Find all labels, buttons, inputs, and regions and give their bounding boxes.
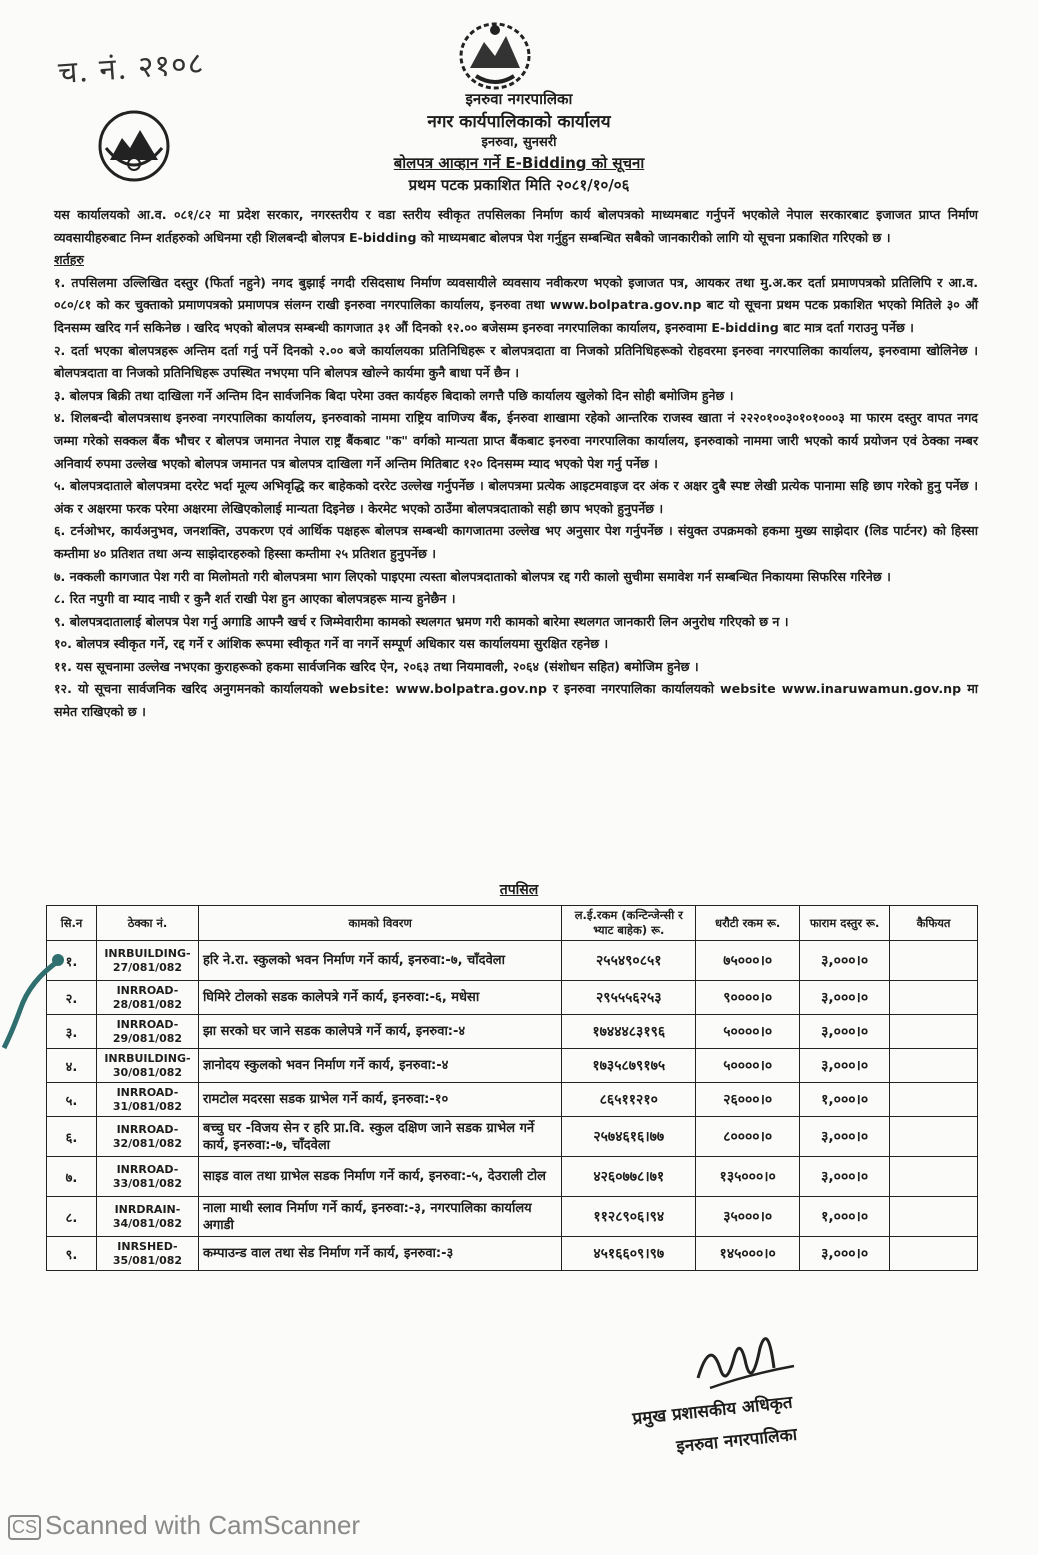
cell-sn: ४. — [47, 1049, 97, 1083]
cell-deposit: ८००००।० — [696, 1117, 800, 1157]
cell-form-fee: १,०००।० — [800, 1083, 890, 1117]
cell-description: ज्ञानोदय स्कुलको भवन निर्माण गर्ने कार्य, इनरुवा:-४ — [198, 1049, 561, 1083]
cell-remarks — [890, 981, 978, 1015]
condition-item: ७. नक्कली कागजात पेश गरी वा मिलोमतो गरी बोलपत्रमा भाग लिएको पाइएमा त्यस्ता बोलपत्रदाताको बोलपत्र रद्द गरी कालो सुचीमा समावेश गर्न सम्बन्धित निकायमा सिफरिस गरिनेछ । — [54, 568, 891, 584]
cell-description: झा सरको घर जाने सडक कालेपत्रे गर्ने कार्य, इनरुवा:-४ — [198, 1015, 561, 1049]
cell-remarks — [890, 1117, 978, 1157]
cell-sn: १. — [47, 941, 97, 981]
cell-contract-no: INRROAD-28/081/082 — [96, 981, 198, 1015]
cell-sn: ३. — [47, 1015, 97, 1049]
cell-estimate: ४५१६६०९।९७ — [562, 1237, 696, 1271]
table-header-row — [47, 906, 978, 941]
table-row — [47, 1157, 978, 1197]
cell-form-fee: ३,०००।० — [800, 1117, 890, 1157]
signatory-title: प्रमुख प्रशासकीय अधिकृत — [631, 1392, 794, 1430]
nepal-coat-of-arms-icon — [440, 18, 550, 94]
notice-title: बोलपत्र आव्हान गर्ने E-Bidding को सूचना — [393, 154, 645, 172]
cell-form-fee: ३,०००।० — [800, 981, 890, 1015]
table-row — [47, 1083, 978, 1117]
cell-estimate: ८६५११२१० — [562, 1083, 696, 1117]
cell-remarks — [890, 1157, 978, 1197]
table-row — [47, 1049, 978, 1083]
cell-description: बच्चु घर -विजय सेन र हरि प्रा.वि. स्कुल दक्षिण जाने सडक ग्राभेल गर्ने कार्य, इनरुवा:-७, चाँदवेला — [198, 1117, 561, 1157]
conditions-heading: शर्तहरु — [54, 252, 84, 268]
notice-body — [54, 204, 978, 724]
cell-form-fee: ३,०००।० — [800, 1015, 890, 1049]
cell-form-fee: १,०००।० — [800, 1197, 890, 1237]
cell-contract-no: INRROAD-32/081/082 — [96, 1117, 198, 1157]
camscanner-watermark — [8, 1510, 360, 1541]
table-row — [47, 1237, 978, 1271]
cell-remarks — [890, 1015, 978, 1049]
table-row — [47, 941, 978, 981]
cell-remarks — [890, 1197, 978, 1237]
col-header-form-fee: फाराम दस्तुर रू. — [800, 906, 890, 941]
cell-contract-no: INRSHED-35/081/082 — [96, 1237, 198, 1271]
cell-description: घिमिरे टोलको सडक कालेपत्रे गर्ने कार्य, इनरुवा:-६, मधेसा — [198, 981, 561, 1015]
cell-remarks — [890, 941, 978, 981]
cell-deposit: ५००००।० — [696, 1049, 800, 1083]
cell-description: रामटोल मदरसा सडक ग्राभेल गर्ने कार्य, इनरुवा:-१० — [198, 1083, 561, 1117]
cell-contract-no: INRDRAIN-34/081/082 — [96, 1197, 198, 1237]
cell-estimate: २५५४९०८५१ — [562, 941, 696, 981]
cell-deposit: ७५०००।० — [696, 941, 800, 981]
cell-description: नाला माथी स्लाव निर्माण गर्ने कार्य, इनरुवा:-३, नगरपालिका कार्यालय अगाडी — [198, 1197, 561, 1237]
cell-contract-no: INRBUILDING-30/081/082 — [96, 1049, 198, 1083]
table-row — [47, 1015, 978, 1049]
col-header-estimate: ल.ई.रकम (कन्टिन्जेन्सी र भ्याट बाहेक) रू. — [562, 906, 696, 941]
condition-item: ८. रित नपुगी वा म्याद नाघी र कुनै शर्त राखी पेश हुन आएका बोलपत्रहरू मान्य हुनेछैन । — [54, 591, 456, 607]
cell-deposit: ५००००।० — [696, 1015, 800, 1049]
condition-item: ६. टर्नओभर, कार्यअनुभव, जनशक्ति, उपकरण एवं आर्थिक पक्षहरू बोलपत्र सम्बन्धी कागजातमा उल्लेख भए अनुसार पेश गर्नुपर्नेछ । संयुक्त उपक्रमको हकमा मुख्य साझेदार (लिड पार्टनर) को हिस्सा कम्तीमा ४० प्रतिशत तथा अन्य साझेदारहरुको हिस्सा कम्तीमा २५ प्रतिशत हुनुपर्नेछ । — [54, 523, 978, 561]
municipality-name: इनरुवा नगरपालिका — [465, 90, 573, 108]
condition-item: ५. बोलपत्रदाताले बोलपत्रमा दररेट भर्दा मूल्य अभिवृद्धि कर बाहेकको दररेट उल्लेख गर्नुपर्नेछ । बोलपत्रमा प्रत्येक आइटमवाइज दर अंक र अक्षर दुबै स्पष्ट लेखी प्रत्येक पानामा सहि छाप गरेको हुनु पर्नेछ । अंक र अक्षरमा फरक परेमा अक्षरमा लेखिएकोलाई मान्यता दिइनेछ । केरमेट भएको ठाउँमा बोलपत्रदाताको सही छाप भएको हुनुपर्नेछ । — [54, 478, 978, 516]
condition-item: २. दर्ता भएका बोलपत्रहरू अन्तिम दर्ता गर्नु पर्ने दिनको २.०० बजे कार्यालयका प्रतिनिधिहरू र बोलपत्रदाता वा निजको प्रतिनिधिहरूको रोहवरमा इनरुवा नगरपालिका कार्यालय, इनरुवामा खोलिनेछ । बोलपत्रदाता वा निजको प्रतिनिधिहरू उपस्थित नभएमा पनि बोलपत्र खोल्ने कार्यमा कुनै बाधा पर्ने छैन । — [54, 342, 978, 381]
cell-contract-no: INRBUILDING-27/081/082 — [96, 941, 198, 981]
table-row — [47, 1117, 978, 1157]
cell-estimate: ४२६०७७८।७१ — [562, 1157, 696, 1197]
cell-sn: ८. — [47, 1197, 97, 1237]
watermark-text: Scanned with CamScanner — [45, 1510, 361, 1540]
cell-sn: ७. — [47, 1157, 97, 1197]
cell-sn: ६. — [47, 1117, 97, 1157]
col-header-deposit: धरौटी रकम रू. — [696, 906, 800, 941]
schedule-title: तपसिल — [499, 882, 539, 898]
cell-estimate: १७४४४८३१९६ — [562, 1015, 696, 1049]
signatory-organization: इनरुवा नगरपालिका — [675, 1424, 799, 1458]
col-header-remarks: कैफियत — [890, 906, 978, 941]
cell-description: साइड वाल तथा ग्राभेल सडक निर्माण गर्ने कार्य, इनरुवा:-५, देउराली टोल — [198, 1157, 561, 1197]
intro-paragraph: यस कार्यालयको आ.व. ०८१/८२ मा प्रदेश सरकार, नगरस्तरीय र वडा स्तरीय स्वीकृत तपसिलका निर्माण कार्य बोलपत्रको माध्यमबाट गर्नुपर्ने भएकोले नेपाल सरकारबाट इजाजत प्राप्त निर्माण व्यवसायीहरुबाट निम्न शर्तहरुको अधिनमा रही शिलबन्दी बोलपत्र E-bidding को माध्यमबाट बोलपत्र पेश गर्नुहुन सम्बन्धित सबैको जानकारीको लागि यो सूचना प्रकाशित गरिएको छ । — [54, 207, 978, 245]
cell-estimate: २९५५५६२५३ — [562, 981, 696, 1015]
cell-deposit: १३५०००।० — [696, 1157, 800, 1197]
condition-item: ४. शिलबन्दी बोलपत्रसाथ इनरुवा नगरपालिका कार्यालय, इनरुवाको नाममा राष्ट्रिय वाणिज्य बैंक, ईनरुवा शाखामा रहेको आन्तरिक राजस्व खाता नं २२२०१००३०१०१०००३ मा फारम दस्तुर वापत नगद जम्मा गरेको सक्कल बैंक भौचर र बोलपत्र जमानत नेपाल राष्ट्र बैंकबाट "क" वर्गको मान्यता प्राप्त बैंकबाट इनरुवा नगरपालिका कार्यालय, इनरुवाको नाममा जारी भएको कार्य प्रयोजन एवं ठेक्का नम्बर अनिवार्य रुपमा उल्लेख भएको बोलपत्र जमानत पत्र बोलपत्र दाखिला गर्ने अन्तिम मितिबाट १२० दिनसम्म म्याद भएको पेश गर्नु पर्नेछ । — [54, 410, 978, 471]
col-header-sn: सि.न — [47, 906, 97, 941]
cell-remarks — [890, 1237, 978, 1271]
cell-form-fee: ३,०००।० — [800, 941, 890, 981]
cell-sn: ५. — [47, 1083, 97, 1117]
handwritten-reference-number: च. नं. २१०८ — [57, 45, 206, 92]
contracts-table — [46, 905, 978, 1271]
cell-estimate: २५७४६१६।७७ — [562, 1117, 696, 1157]
condition-item: ११. यस सूचनामा उल्लेख नभएका कुराहरूको हकमा सार्वजनिक खरिद ऐन, २०६३ तथा नियमावली, २०६४ (संशोधन सहित) बमोजिम हुनेछ । — [54, 658, 699, 674]
camscanner-logo-icon: CS — [8, 1515, 41, 1540]
office-address: इनरुवा, सुनसरी — [481, 135, 557, 150]
cell-deposit: ९००००।० — [696, 981, 800, 1015]
condition-item: ३. बोलपत्र बिक्री तथा दाखिला गर्ने अन्तिम दिन सार्वजनिक बिदा परेमा उक्त कार्यहरु बिदाको लगत्तै पछि कार्यालय खुलेको दिन सोही बमोजिम हुनेछ । — [54, 387, 734, 403]
office-name: नगर कार्यपालिकाको कार्यालय — [427, 112, 611, 132]
col-header-description: कामको विवरण — [198, 906, 561, 941]
signature-icon — [690, 1318, 800, 1398]
condition-item: १. तपसिलमा उल्लिखित दस्तुर (फिर्ता नहुने) नगद बुझाई नगदी रसिदसाथ निर्माण व्यवसायीले व्यवसाय नवीकरण भएको इजाजत पत्र, आयकर तथा मु.अ.कर दर्ता प्रमाणपत्रको प्रतिलिपि र आ.व. ०८०/८१ को कर चुक्ताको प्रमाणपत्रको प्रमाणपत्र संलग्न राखी इनरुवा नगरपालिका कार्यालय, इनरुवा तथा www.bolpatra.gov.np बाट यो सूचना प्रथम पटक प्रकाशित भएको मितिले ३० औं दिनसम्म खरिद गर्न सकिनेछ । खरिद भएको बोलपत्र सम्बन्धी कागजात ३१ औं दिनको १२.०० बजेसम्म इनरुवा नगरपालिका कार्यालय, इनरुवामा E-bidding बाट मात्र दर्ता गराउनु पर्नेछ । — [54, 274, 978, 335]
cell-form-fee: ३,०००।० — [800, 1157, 890, 1197]
col-header-contract-no: ठेक्का नं. — [96, 906, 198, 941]
cell-sn: ९. — [47, 1237, 97, 1271]
cell-sn: २. — [47, 981, 97, 1015]
cell-form-fee: ३,०००।० — [800, 1049, 890, 1083]
publish-date: प्रथम पटक प्रकाशित मिति २०८१/१०/०६ — [408, 176, 630, 194]
table-row — [47, 981, 978, 1015]
cell-deposit: ३५०००।० — [696, 1197, 800, 1237]
cell-description: कम्पाउन्ड वाल तथा सेड निर्माण गर्ने कार्य, इनरुवा:-३ — [198, 1237, 561, 1271]
office-header — [0, 88, 1038, 196]
cell-deposit: २६०००।० — [696, 1083, 800, 1117]
cell-remarks — [890, 1049, 978, 1083]
condition-item: १२. यो सूचना सार्वजनिक खरिद अनुगमनको कार्यालयको website: www.bolpatra.gov.np र इनरुवा नगरपालिका कार्यालयको website www.inaruwamun.gov.np मा समेत राखिएको छ । — [54, 681, 978, 720]
cell-description: हरि ने.रा. स्कुलको भवन निर्माण गर्ने कार्य, इनरुवा:-७, चाँदवेला — [198, 941, 561, 981]
cell-contract-no: INRROAD-31/081/082 — [96, 1083, 198, 1117]
cell-estimate: ११२८९०६।९४ — [562, 1197, 696, 1237]
cell-contract-no: INRROAD-33/081/082 — [96, 1157, 198, 1197]
condition-item: ९. बोलपत्रदातालाई बोलपत्र पेश गर्नु अगाडि आफ्नै खर्च र जिम्मेवारीमा कामको स्थलगत भ्रमण गरी कामको बारेमा स्थलगत जानकारी लिन अनुरोध गरिएको छ न । — [54, 613, 789, 629]
binding-thread-icon — [0, 940, 70, 1050]
cell-contract-no: INRROAD-29/081/082 — [96, 1015, 198, 1049]
cell-remarks — [890, 1083, 978, 1117]
condition-item: १०. बोलपत्र स्वीकृत गर्ने, रद्द गर्ने र आंशिक रूपमा स्वीकृत गर्ने वा नगर्ने सम्पूर्ण अधिकार यस कार्यालयमा सुरक्षित रहनेछ । — [54, 636, 609, 652]
cell-form-fee: ३,०००।० — [800, 1237, 890, 1271]
cell-estimate: १७३५८७९१७५ — [562, 1049, 696, 1083]
cell-deposit: १४५०००।० — [696, 1237, 800, 1271]
table-row — [47, 1197, 978, 1237]
